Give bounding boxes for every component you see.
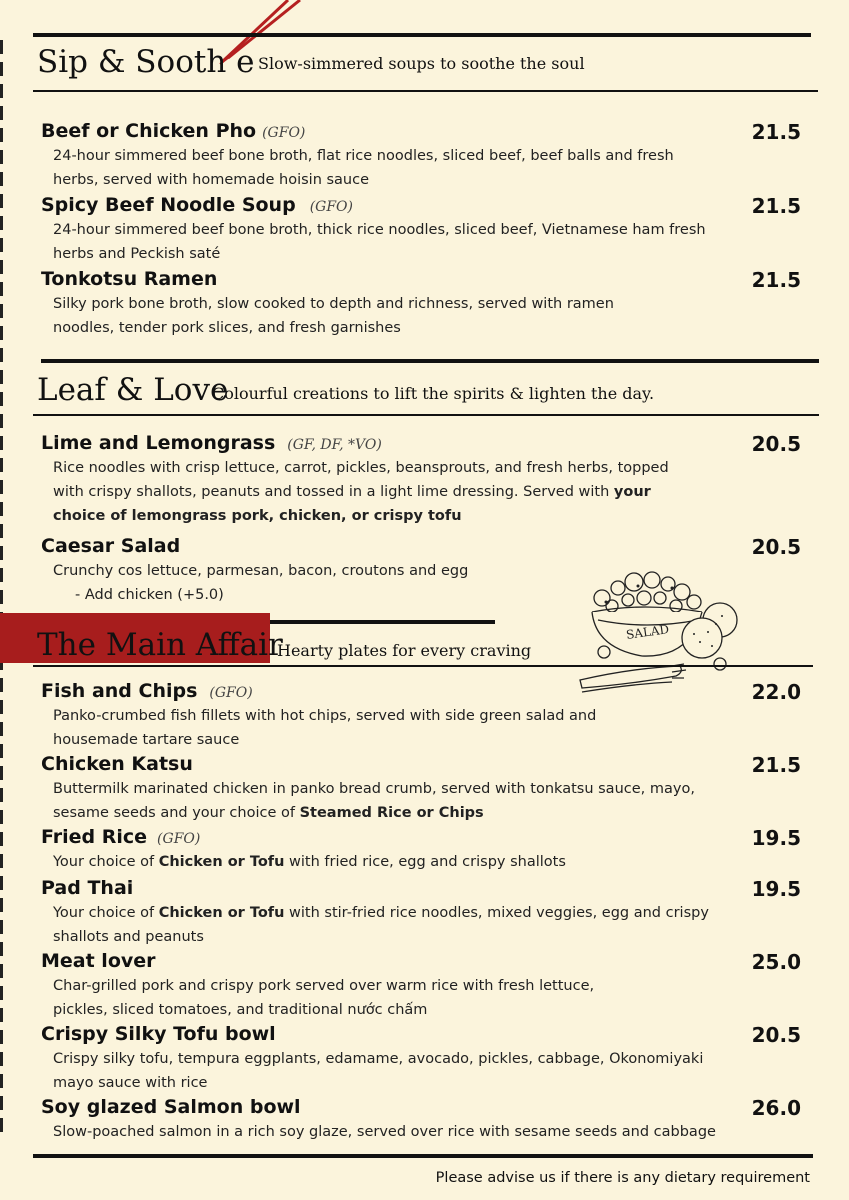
description-emphasis: Chicken or Tofu xyxy=(158,854,285,870)
item-price: 20.5 xyxy=(751,535,801,559)
description-text: Buttermilk marinated chicken in panko bread crumb, served with tonkatsu sauce, mayo, sesame seeds and your choice of xyxy=(53,781,695,821)
item-description xyxy=(53,850,733,874)
menu-item xyxy=(41,1023,801,1095)
menu-item xyxy=(41,1096,801,1144)
item-price: 19.5 xyxy=(751,877,801,901)
description-emphasis: your choice of lemongrass pork, chicken, or crispy tofu xyxy=(53,484,651,524)
description-emphasis: Steamed Rice or Chips xyxy=(299,805,484,821)
section-title-soups: Sip & Sooth e xyxy=(37,44,255,80)
item-price: 21.5 xyxy=(751,268,801,292)
item-description xyxy=(53,1120,753,1144)
bowl-text: SALAD xyxy=(625,622,670,642)
description-text: Crispy silky tofu, tempura eggplants, edamame, avocado, pickles, cabbage, Okonomiyaki mayo sauce with rice xyxy=(53,1051,704,1091)
menu-item xyxy=(41,877,801,949)
item-name: Pad Thai xyxy=(41,877,134,899)
item-description xyxy=(53,292,653,340)
rule-soups-under xyxy=(33,90,818,92)
description-text: Silky pork bone broth, slow cooked to depth and richness, served with ramen noodles, tender pork slices, and fresh garnishes xyxy=(53,296,614,336)
section-title-salads: Leaf & Love xyxy=(37,372,229,408)
description-emphasis: Chicken or Tofu xyxy=(158,905,285,921)
item-name: Spicy Beef Noodle Soup xyxy=(41,194,296,216)
item-tag: (GFO) xyxy=(157,831,201,847)
item-description xyxy=(53,218,713,266)
rule-main-top xyxy=(270,620,495,624)
description-text: Your choice of xyxy=(53,854,159,870)
page-edge-dashes xyxy=(0,40,3,1140)
menu-item xyxy=(41,950,801,1022)
description-text: Panko-crumbed fish fillets with hot chips, served with side green salad and housemade tartare sauce xyxy=(53,708,597,748)
item-name: Chicken Katsu xyxy=(41,753,193,775)
dietary-note: Please advise us if there is any dietary requirement xyxy=(435,1170,810,1186)
item-name: Crispy Silky Tofu bowl xyxy=(41,1023,276,1045)
menu-item xyxy=(41,194,801,266)
description-text: 24-hour simmered beef bone broth, flat rice noodles, sliced beef, beef balls and fresh herbs, served with homemade hoisin sauce xyxy=(53,148,674,188)
item-name: Fried Rice xyxy=(41,826,148,848)
menu-item xyxy=(41,753,801,825)
item-price: 20.5 xyxy=(751,432,801,456)
description-text: with stir-fried rice noodles, mixed veggies, egg and crispy shallots and peanuts xyxy=(53,905,709,945)
item-name: Soy glazed Salmon bowl xyxy=(41,1096,301,1118)
item-name: Tonkotsu Ramen xyxy=(41,268,218,290)
item-name: Beef or Chicken Pho xyxy=(41,120,257,142)
section-subtitle-soups: Slow-simmered soups to soothe the soul xyxy=(258,54,585,73)
item-description xyxy=(53,777,733,825)
item-price: 19.5 xyxy=(751,826,801,850)
description-text: Crunchy cos lettuce, parmesan, bacon, croutons and egg xyxy=(53,563,469,579)
item-addon-note: - Add chicken (+5.0) xyxy=(75,587,224,603)
rule-main-under xyxy=(33,665,813,667)
rule-salads-under xyxy=(33,414,819,416)
description-text: 24-hour simmered beef bone broth, thick rice noodles, sliced beef, Vietnamese ham fresh herbs and Peckish saté xyxy=(53,222,706,262)
item-description xyxy=(53,456,693,528)
item-price: 22.0 xyxy=(751,680,801,704)
item-description xyxy=(53,901,743,949)
description-text: Your choice of xyxy=(53,905,159,921)
item-description xyxy=(53,1047,733,1095)
item-tag: (GF, DF, *VO) xyxy=(287,437,382,453)
item-description xyxy=(53,974,653,1022)
item-price: 21.5 xyxy=(751,120,801,144)
item-tag: (GFO) xyxy=(262,125,306,141)
rule-top xyxy=(33,33,811,37)
item-tag: (GFO) xyxy=(209,685,253,701)
menu-item xyxy=(41,680,801,752)
item-name: Lime and Lemongrass xyxy=(41,432,276,454)
description-text: Slow-poached salmon in a rich soy glaze, served over rice with sesame seeds and cabbage xyxy=(53,1124,716,1140)
description-text: Rice noodles with crisp lettuce, carrot, pickles, beansprouts, and fresh herbs, topped with crispy shallots, peanuts and tossed in a light lime dressing. Served with xyxy=(53,460,669,500)
section-title-mains: The Main Affair xyxy=(37,627,283,663)
item-name: Caesar Salad xyxy=(41,535,181,557)
item-tag: (GFO) xyxy=(309,199,353,215)
section-subtitle-mains: Hearty plates for every craving xyxy=(277,641,532,660)
item-description xyxy=(53,704,643,752)
menu-item xyxy=(41,120,801,192)
section-subtitle-salads: Colourful creations to lift the spirits & lighten the day. xyxy=(212,384,655,403)
item-price: 21.5 xyxy=(751,194,801,218)
rule-salads-top xyxy=(41,359,819,363)
item-price: 21.5 xyxy=(751,753,801,777)
rule-bottom xyxy=(33,1154,813,1158)
item-price: 25.0 xyxy=(751,950,801,974)
item-name: Fish and Chips xyxy=(41,680,198,702)
menu-item xyxy=(41,268,801,340)
menu-item xyxy=(41,432,801,528)
menu-item xyxy=(41,826,801,874)
description-text: Char-grilled pork and crispy pork served over warm rice with fresh lettuce, pickles, sliced tomatoes, and traditional nước chấm xyxy=(53,978,595,1018)
item-price: 26.0 xyxy=(751,1096,801,1120)
item-description xyxy=(53,144,693,192)
item-name: Meat lover xyxy=(41,950,156,972)
item-price: 20.5 xyxy=(751,1023,801,1047)
item-description xyxy=(53,559,573,583)
description-text: with fried rice, egg and crispy shallots xyxy=(284,854,566,870)
